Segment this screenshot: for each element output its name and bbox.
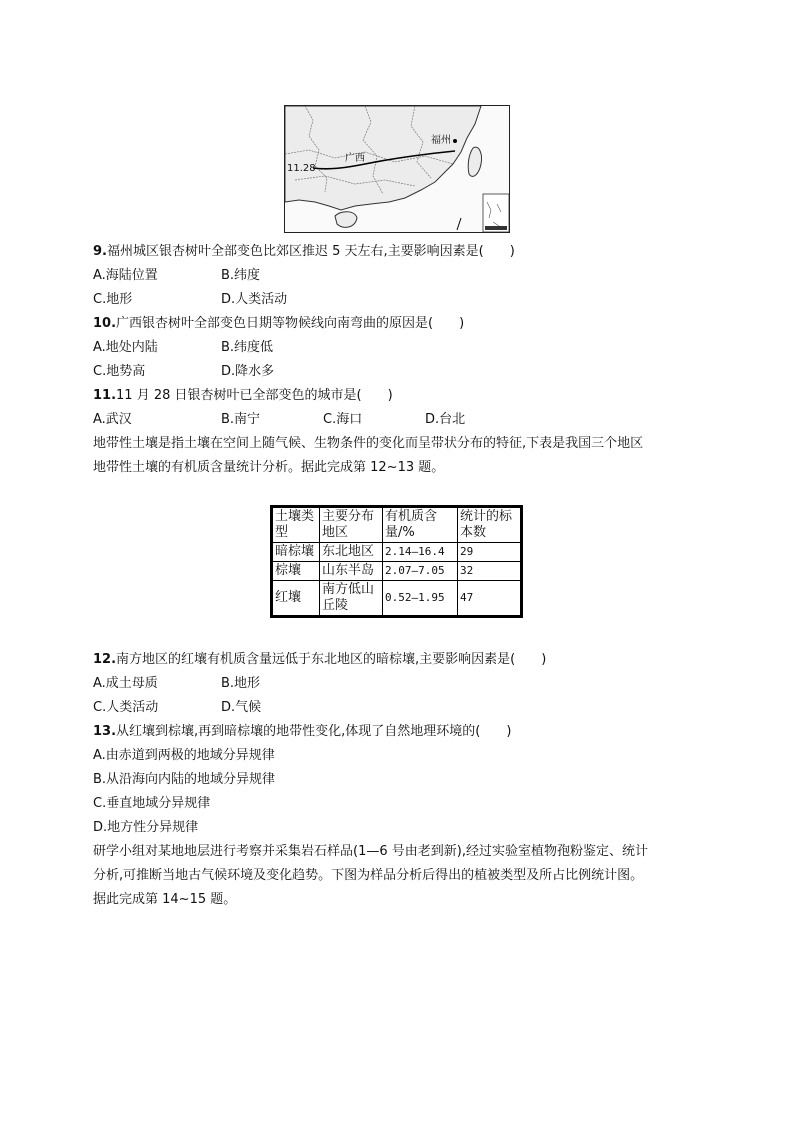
option-d: D.降水多 [221, 364, 275, 379]
option-a: A.成土母质 [93, 676, 158, 691]
table-row [272, 543, 522, 562]
option-b: B.纬度低 [221, 340, 274, 355]
option-b: B.南宁 [221, 412, 261, 427]
table-cell: 2.14—16.4 [383, 543, 458, 562]
table-cell: 山东半岛 [320, 562, 383, 581]
question-number: 13. [93, 724, 117, 739]
map-drawing [285, 106, 510, 233]
table-cell: 2.07—7.05 [383, 562, 458, 581]
option-a: A.海陆位置 [93, 268, 158, 283]
table-cell: 红壤 [272, 581, 320, 617]
option-c: C.地势高 [93, 364, 146, 379]
table-cell: 32 [458, 562, 522, 581]
fuzhou-dot [453, 139, 457, 143]
header-cell: 统计的标本数 [458, 507, 522, 543]
isoline-date-label: 11.28 [287, 163, 316, 174]
table-row [272, 581, 522, 617]
option-c: C.人类活动 [93, 700, 159, 715]
question-10 [93, 316, 464, 332]
question-text: 11 月 28 日银杏树叶已全部变色的城市是( ) [116, 388, 393, 403]
option-d: D.地方性分异规律 [93, 820, 199, 835]
option-b: B.从沿海向内陆的地域分异规律 [93, 772, 276, 787]
option-c: C.垂直地域分异规律 [93, 796, 211, 811]
question-text: 从红壤到棕壤,再到暗棕壤的地带性变化,体现了自然地理环境的( ) [116, 724, 512, 739]
option-d: D.气候 [221, 700, 262, 715]
header-cell: 土壤类型 [272, 507, 320, 543]
question-text: 广西银杏树叶全部变色日期等物候线向南弯曲的原因是( ) [116, 316, 465, 331]
table-cell: 棕壤 [272, 562, 320, 581]
table-cell: 暗棕壤 [272, 543, 320, 562]
option-c: C.海口 [323, 412, 363, 427]
fuzhou-label: 福州 [431, 135, 451, 146]
table-row [272, 562, 522, 581]
question-12 [93, 652, 546, 668]
isoline-map [284, 105, 510, 233]
option-b: B.地形 [221, 676, 261, 691]
mainland-shape [285, 106, 481, 210]
intro-14-15-line-2: 分析,可推断当地古气候环境及变化趋势。下图为样品分析后得出的植被类型及所占比例统计图。 [93, 868, 644, 883]
intro-14-15-line-1: 研学小组对某地地层进行考察并采集岩石样品(1—6 号由老到新),经过实验室植物孢粉鉴定、统计 [93, 844, 648, 859]
question-text: 福州城区银杏树叶全部变色比郊区推迟 5 天左右,主要影响因素是( ) [106, 244, 515, 259]
table-cell: 29 [458, 543, 522, 562]
intro-12-13-line-1: 地带性土壤是指土壤在空间上随气候、生物条件的变化而呈带状分布的特征,下表是我国三个地区 [93, 436, 644, 451]
header-cell: 有机质含量/% [383, 507, 458, 543]
option-b: B.纬度 [221, 268, 261, 283]
table-cell: 南方低山丘陵 [320, 581, 383, 617]
question-11 [93, 388, 393, 404]
question-number: 9. [93, 244, 107, 259]
question-13 [93, 724, 511, 740]
table-cell: 0.52—1.95 [383, 581, 458, 617]
question-number: 10. [93, 316, 117, 331]
intro-14-15-line-3: 据此完成第 14~15 题。 [93, 892, 237, 907]
table-cell: 东北地区 [320, 543, 383, 562]
option-a: A.地处内陆 [93, 340, 158, 355]
option-d: D.台北 [425, 412, 466, 427]
table-cell: 47 [458, 581, 522, 617]
option-d: D.人类活动 [221, 292, 288, 307]
intro-12-13-line-2: 地带性土壤的有机质含量统计分析。据此完成第 12~13 题。 [93, 460, 445, 475]
taiwan-shape [468, 147, 481, 176]
option-c: C.地形 [93, 292, 133, 307]
soil-table [270, 505, 523, 618]
question-number: 12. [93, 652, 117, 667]
question-9 [93, 244, 515, 260]
table-header-row [272, 507, 522, 543]
guangxi-label: 广西 [345, 153, 365, 164]
question-number: 11. [93, 388, 117, 403]
option-a: A.由赤道到两极的地域分异规律 [93, 748, 275, 763]
header-cell: 主要分布地区 [320, 507, 383, 543]
hainan-shape [335, 212, 357, 228]
question-text: 南方地区的红壤有机质含量远低于东北地区的暗棕壤,主要影响因素是( ) [116, 652, 547, 667]
option-a: A.武汉 [93, 412, 132, 427]
